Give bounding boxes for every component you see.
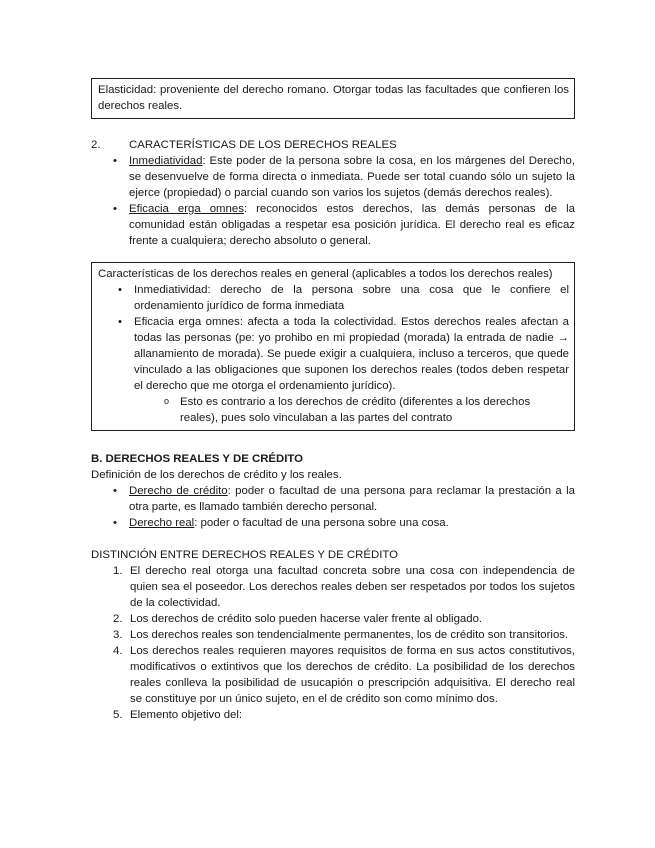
term-eficacia-erga-omnes: Eficacia erga omnes (129, 203, 244, 215)
item-text: : poder o facultad de una persona para reclamar la prestación a la otra parte, es llamado también derecho personal. (129, 485, 575, 513)
item-text: : reconocidos estos derechos, las demás personas de la comunidad están obligadas a respetar esa posición jurídica. El derecho real es eficaz frente a cualquiera; derecho absoluto o general. (129, 203, 575, 247)
section-b-list (91, 483, 575, 531)
caracteristicas-sublist (98, 394, 569, 426)
item-text: Los derechos reales son tendencialmente permanentes, los de crédito son transitorios. (130, 629, 569, 641)
item-number: 4. (113, 645, 123, 657)
distincion-list (91, 563, 575, 723)
section-b-intro: Definición de los derechos de crédito y los reales. (91, 469, 342, 481)
sub-list-item: o Esto es contrario a los derechos de crédito (diferentes a los derechos reales), pues solo vinculaban a las partes del contrato (164, 394, 569, 426)
list-item: • Inmediatividad: derecho de la persona sobre una cosa que le confiere el ordenamiento jurídico de forma inmediata (118, 282, 569, 314)
elasticidad-text: Elasticidad: proveniente del derecho romano. Otorgar todas las facultades que confieren los derechos reales. (98, 84, 569, 112)
numbered-item (113, 563, 575, 611)
section-b-title: B. DERECHOS REALES Y DE CRÉDITO (91, 453, 304, 465)
term-inmediatividad: Inmediatividad (129, 155, 203, 167)
numbered-item (113, 627, 575, 643)
item-text: Elemento objetivo del: (130, 709, 243, 721)
section-2-number: 2. (91, 139, 101, 151)
list-item (113, 515, 575, 531)
numbered-item (113, 707, 575, 723)
numbered-item (113, 611, 575, 627)
elasticidad-box (91, 78, 575, 119)
list-item: • Eficacia erga omnes: afecta a toda la colectividad. Estos derechos reales afectan a todas las personas (pe: yo prohibo en mi propiedad (morada) la entrada de nadie → allanamiento de morada). Se puede exigir a cualquiera, incluso a terceros, que quede vinculado a las obligaciones que suponen los derechos reales (todos deben respetar el derecho que me otorga el ordenamiento jurídico). (118, 314, 569, 394)
item-number: 3. (113, 629, 123, 641)
section-2-title: CARACTERÍSTICAS DE LOS DERECHOS REALES (129, 139, 397, 151)
list-item (113, 153, 575, 201)
item-text: Los derechos reales requieren mayores requisitos de forma en sus actos constitutivos, modificativos o extintivos que los derechos de crédito. La posibilidad de los derechos reales conlleva la posibilidad de usucapión o prescripción adquisitiva. El derecho real se constituye por un único sujeto, en el de crédito son como mínimo dos. (130, 645, 575, 705)
document-page (91, 78, 575, 723)
item-number: 2. (113, 613, 123, 625)
term-derecho-de-credito: Derecho de crédito (129, 485, 228, 497)
numbered-item (113, 643, 575, 707)
item-text: : Este poder de la persona sobre la cosa, en los márgenes del Derecho, se desenvuelve de forma directa o inmediata. Puede ser total cuando sólo un sujeto la ejerce (propiedad) o parcial cuando son varios los sujetos (demás derechos reales). (129, 155, 575, 199)
item-text: Los derechos de crédito solo pueden hacerse valer frente al obligado. (130, 613, 483, 625)
item-number: 1. (113, 565, 123, 577)
distincion-title: DISTINCIÓN ENTRE DERECHOS REALES Y DE CRÉDITO (91, 549, 398, 561)
term-derecho-real: Derecho real (129, 517, 195, 529)
caracteristicas-list (98, 282, 569, 394)
section-2-list (91, 153, 575, 249)
caracteristicas-box-title: Características de los derechos reales en general (aplicables a todos los derechos reales) (98, 268, 553, 280)
section-2-heading (91, 137, 575, 153)
item-text: : poder o facultad de una persona sobre una cosa. (194, 517, 449, 529)
list-item (113, 483, 575, 515)
list-item (113, 201, 575, 249)
item-text: El derecho real otorga una facultad concreta sobre una cosa con independencia de quien sea el poseedor. Los derechos reales deben ser respetados por todos los sujetos de la colectividad. (130, 565, 575, 609)
caracteristicas-box (91, 262, 575, 431)
item-number: 5. (113, 709, 123, 721)
